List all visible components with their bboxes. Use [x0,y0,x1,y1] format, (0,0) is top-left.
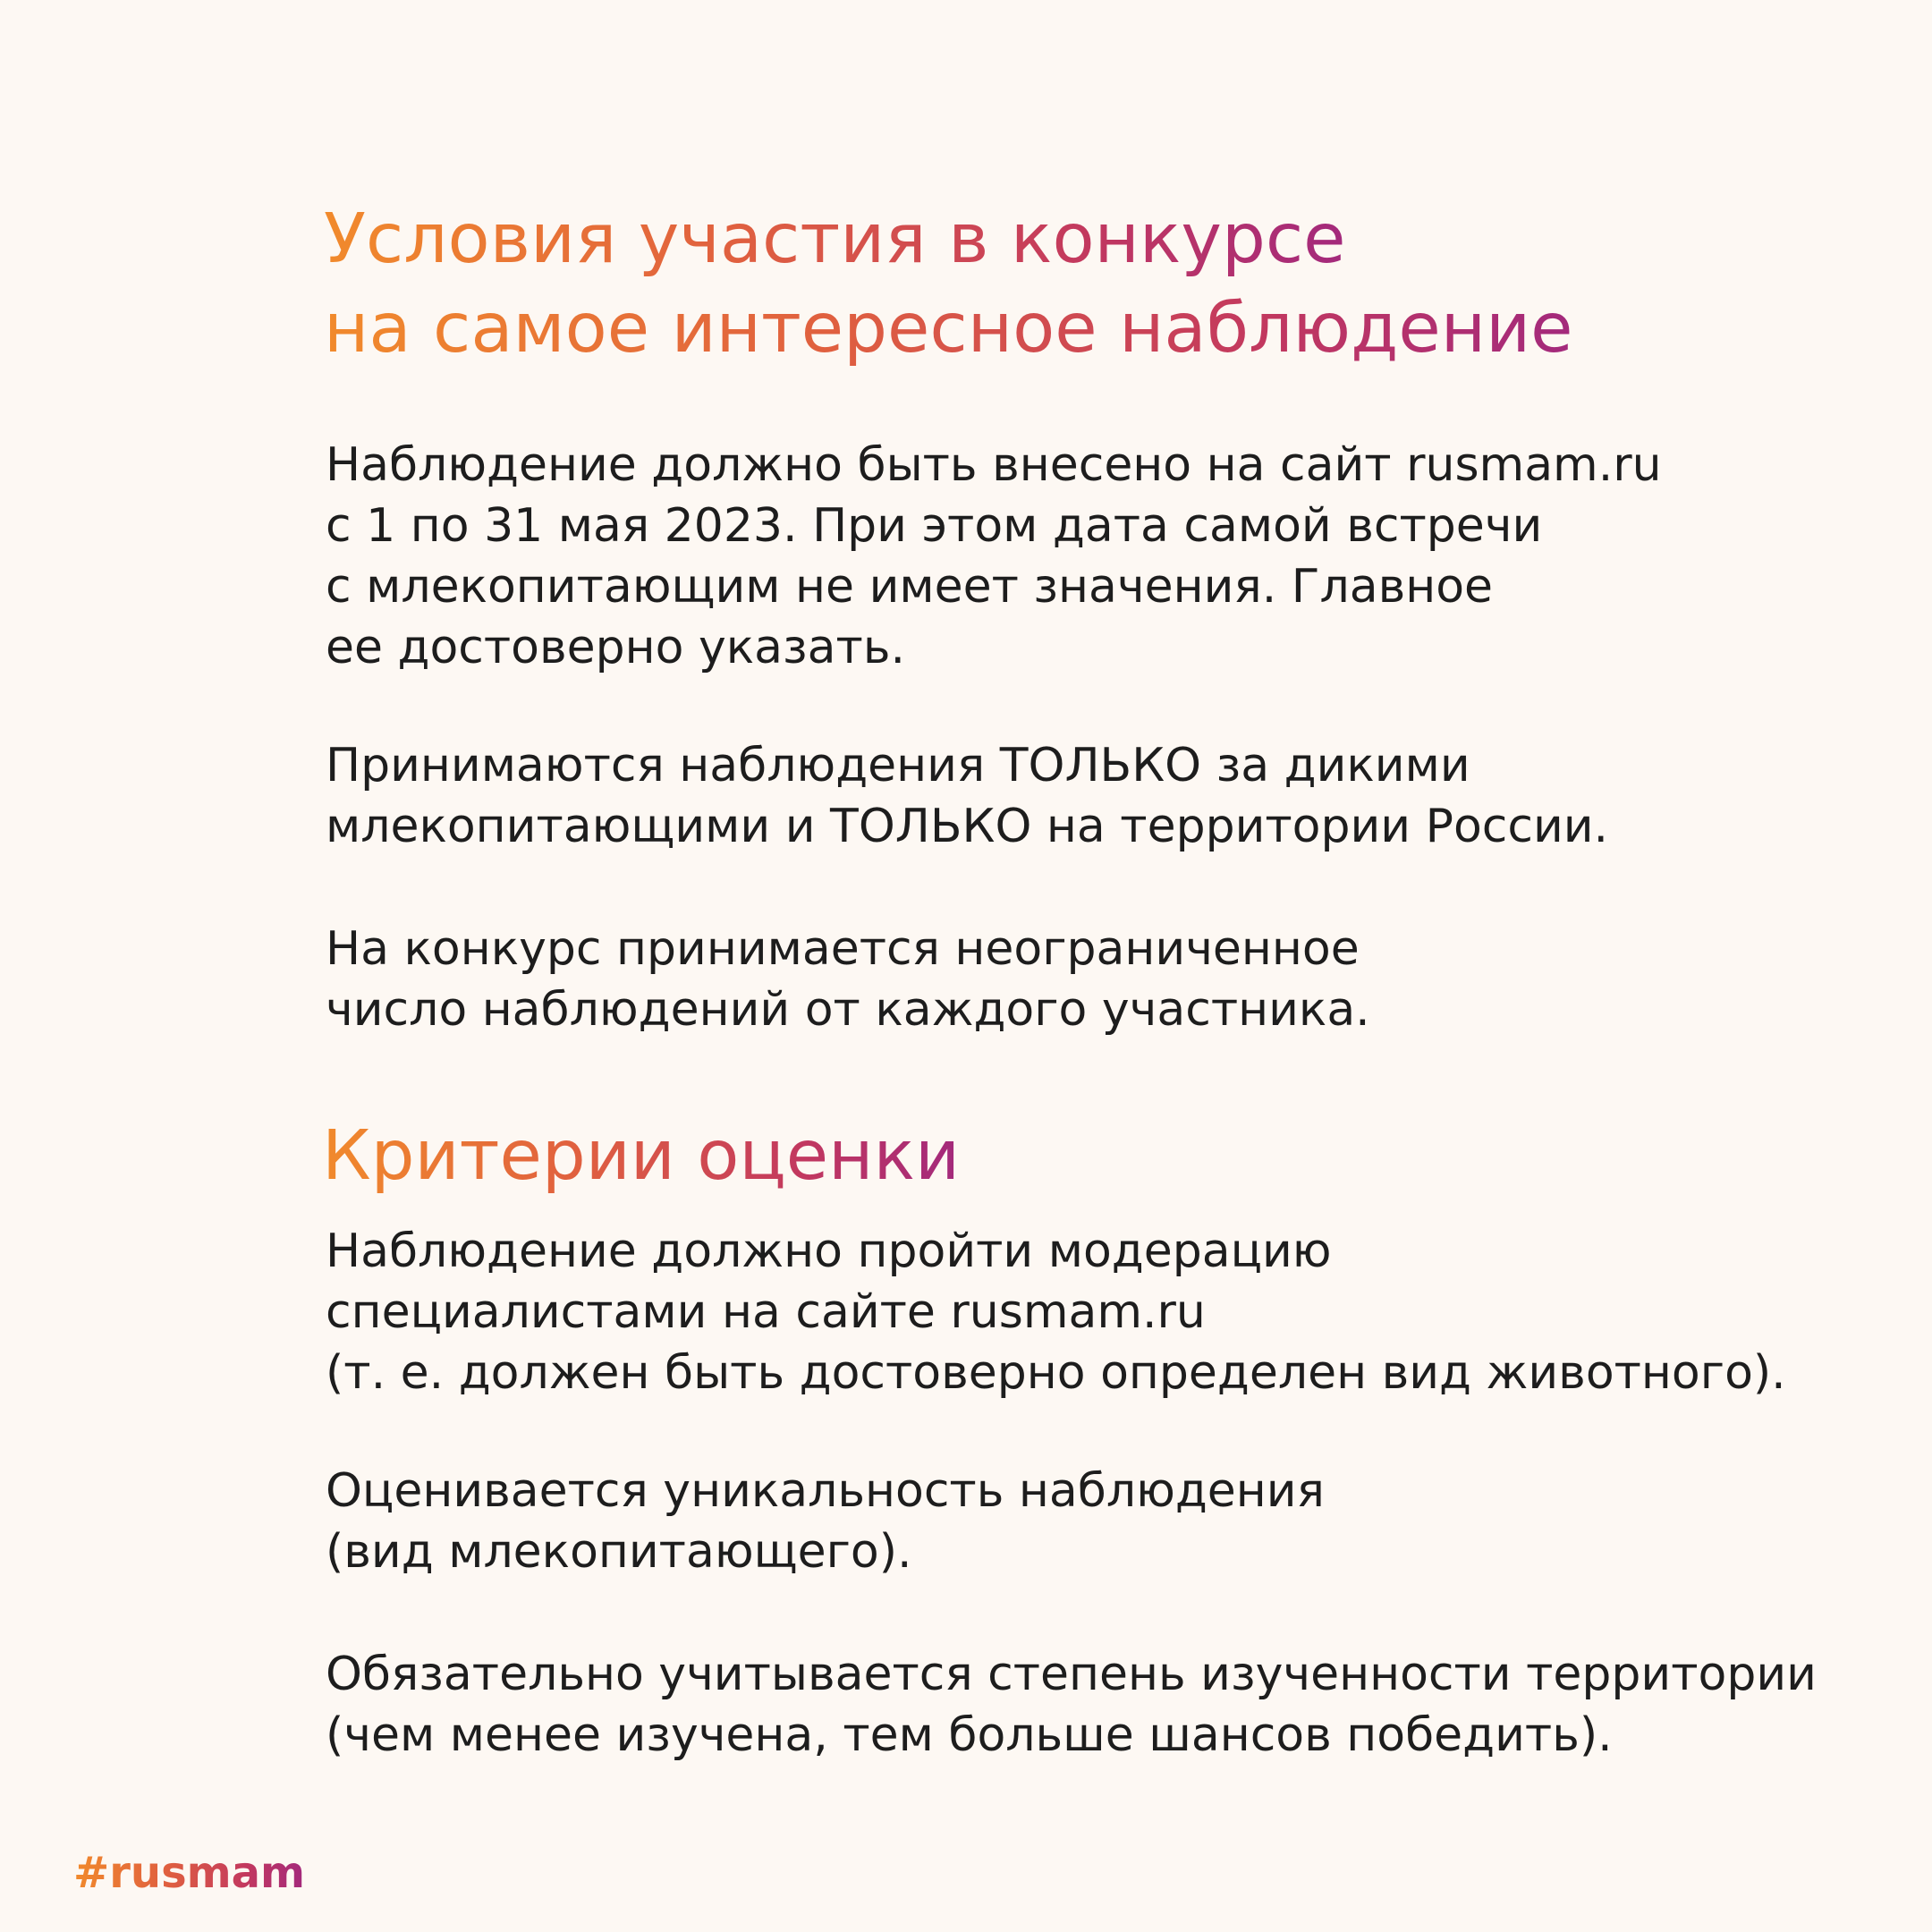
conditions-paragraph-dates [326,435,1662,678]
page-title-line-2: на самое интересное наблюдение [324,284,1573,374]
criteria-paragraph-uniqueness [326,1461,1325,1582]
text-line: Оценивается уникальность наблюдения [326,1464,1325,1518]
text-line: ее достоверно указать. [326,621,905,674]
conditions-paragraph-wild-only [326,735,1608,857]
conditions-paragraph-unlimited [326,919,1370,1040]
page-title [324,195,1573,374]
text-line: специалистами на сайте rusmam.ru [326,1285,1206,1339]
criteria-heading: Критерии оценки [322,1112,960,1201]
text-line: (чем менее изучена, тем больше шансов победить). [326,1708,1613,1762]
text-line: Принимаются наблюдения ТОЛЬКО за дикими [326,739,1470,792]
page-title-line-1: Условия участия в конкурсе [324,195,1346,284]
text-line: На конкурс принимается неограниченное [326,922,1360,976]
text-line: с млекопитающим не имеет значения. Главное [326,560,1494,614]
criteria-paragraph-territory [326,1644,1817,1766]
text-line: (т. е. должен быть достоверно определен вид животного). [326,1346,1786,1400]
text-line: с 1 по 31 мая 2023. При этом дата самой встречи [326,499,1543,553]
text-line: Обязательно учитывается степень изученности территории [326,1648,1817,1701]
text-line: Наблюдение должно пройти модерацию [326,1224,1332,1278]
text-line: (вид млекопитающего). [326,1525,912,1579]
text-line: млекопитающими и ТОЛЬКО на территории России. [326,800,1609,853]
criteria-paragraph-moderation [326,1221,1786,1403]
hashtag-logo: #rusmam [73,1848,306,1898]
text-line: число наблюдений от каждого участника. [326,983,1370,1037]
text-line: Наблюдение должно быть внесено на сайт rusmam.ru [326,438,1662,492]
